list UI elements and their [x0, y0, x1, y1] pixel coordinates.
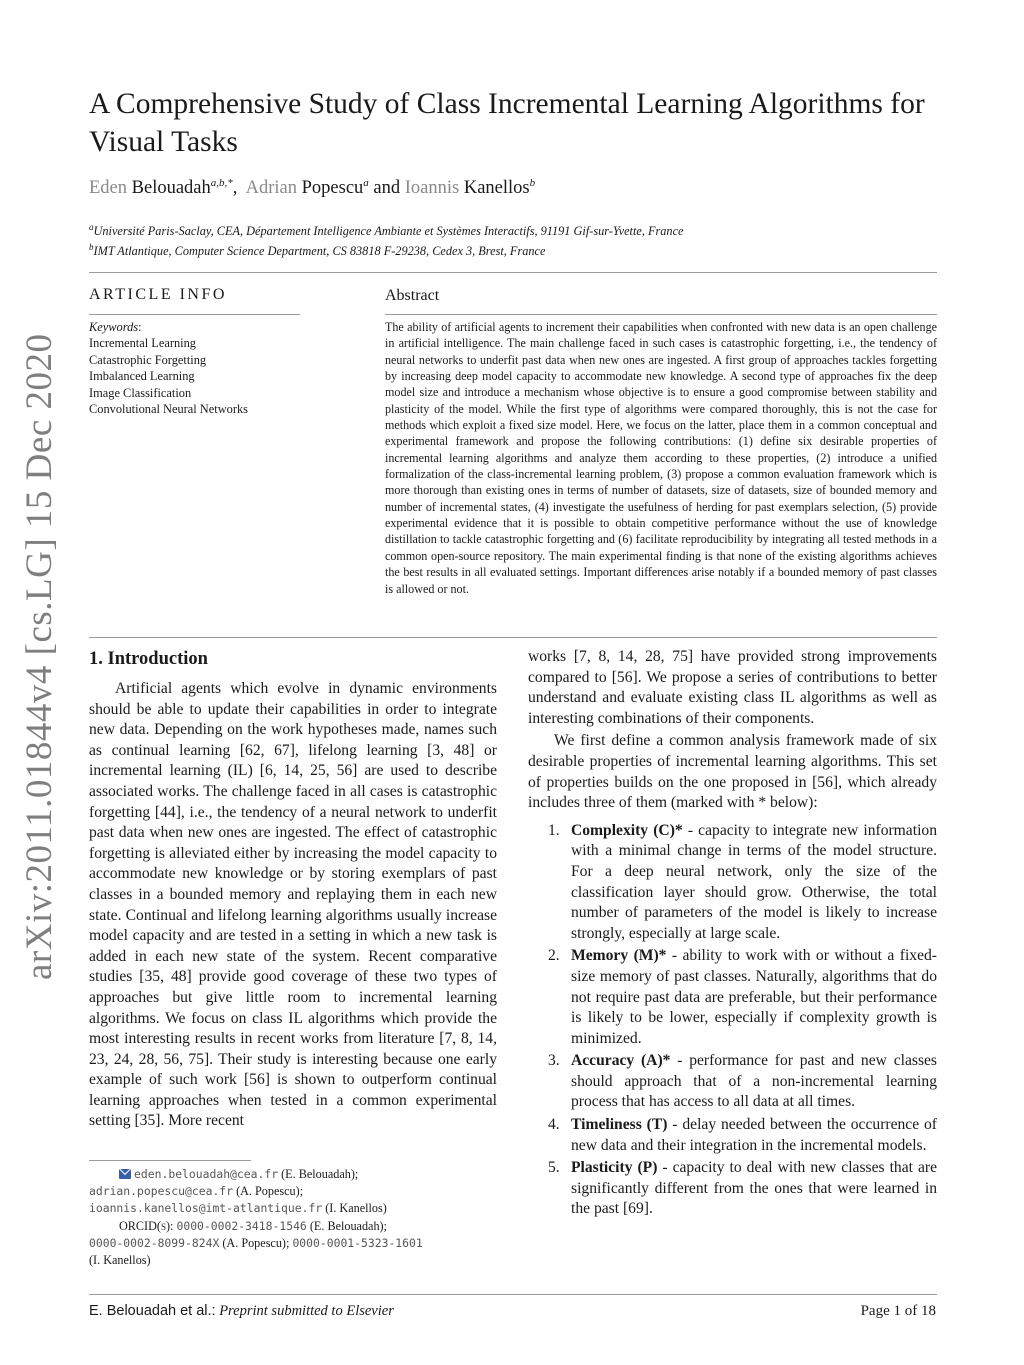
list-item: [528, 1051, 937, 1113]
email-owner: (I. Kanellos): [322, 1201, 387, 1216]
author-first-name: Ioannis: [404, 178, 460, 199]
footer-venue: Preprint submitted to Elsevier: [219, 1303, 394, 1319]
keyword: Imbalanced Learning: [89, 369, 195, 384]
affiliation-text: Université Paris-Saclay, CEA, Département Intelligence Ambiante et Systèmes Interactifs, 91191 Gif-sur-Yvette, France: [93, 224, 684, 239]
list-item: [528, 946, 937, 1049]
list-number: 4.: [548, 1116, 560, 1134]
email-link[interactable]: ioannis.kanellos@imt-atlantique.fr: [89, 1201, 323, 1216]
section-heading-introduction: 1. Introduction: [89, 649, 208, 669]
page-number: Page 1 of 18: [860, 1303, 936, 1319]
intro-paragraph: works [7, 8, 14, 28, 75] have provided strong improvements compared to [56]. We propose a series of contributions to better understand and evaluate existing class IL algorithms as well as interesting combinations of their components.: [528, 648, 937, 727]
list-item: [528, 1115, 937, 1156]
email-link[interactable]: adrian.popescu@cea.fr: [89, 1184, 234, 1199]
affiliation-mark: a: [89, 222, 94, 232]
article-info-heading: ARTICLE INFO: [89, 286, 227, 303]
orcid-link[interactable]: 0000-0002-8099-824X: [89, 1235, 220, 1250]
orcid-owner: (I. Kanellos): [89, 1253, 151, 1268]
author-affil-mark: a,b,*: [210, 177, 233, 189]
intro-paragraph: Artificial agents which evolve in dynamic environments should be able to update their capabilities in order to integrate new data. Depending on the work hypotheses made, names such as continual learning [62, 67], lifelong learning [3, 48] or incremental learning (IL) [6, 14, 25, 56] are used to describe associated works. The challenge faced in all cases is catastrophic forgetting [44], i.e., the tendency of a neural network to underfit past data when new ones are ingested. The effect of catastrophic forgetting is alleviated either by increasing the model capacity to accommodate new knowledge or by storing exemplars of past classes in a bounded memory and replaying them in each new state. Continual and lifelong learning algorithms usually increase model capacity and are tested in a setting in which a new task is added in each new state of the system. Recent comparative studies [35, 48] provide good coverage of these two types of approaches but give little room to incremental learning algorithms. We focus on class IL algorithms which provide the most interesting results in recent works from literature [7, 8, 14, 23, 24, 28, 56, 75]. Their study is interesting because one early example of such work [56] is shown to outperform continual learning approaches when tested in a common experimental setting [35]. More recent: [89, 680, 497, 1130]
orcid-owner: (A. Popescu);: [219, 1235, 293, 1250]
author-last-name: Kanellos: [463, 178, 530, 199]
orcid-link[interactable]: 0000-0002-3418-1546: [176, 1218, 307, 1233]
affiliation-text: IMT Atlantique, Computer Science Department, CS 83818 F-29238, Cedex 3, Brest, France: [93, 244, 546, 259]
property-name: Accuracy (A)*: [571, 1052, 671, 1070]
abstract-rule: [385, 314, 937, 315]
property-desc: - ability to work with or without a fixed-size memory of past classes. Naturally, algorithms that do not require past data are preferable, but their performance is likely to be lower, especially if complexity growth is minimized.: [571, 947, 937, 1047]
affiliation: [89, 242, 545, 259]
arxiv-sidebar-stamp: arXiv:2011.01844v4 [cs.LG] 15 Dec 2020: [19, 333, 60, 980]
author-last-name: Popescu: [301, 178, 364, 199]
author-and: and: [373, 178, 401, 199]
property-name: Timeliness (T): [571, 1116, 668, 1134]
right-column: [528, 647, 937, 1222]
orcid-link[interactable]: 0000-0001-5323-1601: [292, 1235, 423, 1250]
author-list: Eden Belouadah$^{a,b,*}$, Adrian Popescu$^a$ and Ioannis Kanellos$^b$: [89, 177, 536, 199]
list-item: [528, 1158, 937, 1220]
email-link[interactable]: eden.belouadah@cea.fr: [134, 1167, 279, 1181]
author-last-name: Belouadah: [131, 178, 211, 199]
keyword: Convolutional Neural Networks: [89, 402, 248, 417]
header-rule: [89, 272, 937, 273]
properties-list: [528, 821, 937, 1220]
intro-paragraph: We first define a common analysis framework made of six desirable properties of incremental learning algorithms. This set of properties builds on the one proposed in [56], which already includes three of them (marked with * below):: [528, 732, 937, 812]
keywords-block: Keywords: Incremental Learning Catastrophic Forgetting Imbalanced Learning Image Classification Convolutional Neural Networks: [89, 320, 248, 417]
abstract-text: The ability of artificial agents to increment their capabilities when confronted with new data is an open challenge in artificial intelligence. The main challenge faced in such cases is catastrophic forgetting, i.e., the tendency of neural networks to underfit past data when new ones are ingested. A first group of approaches tackles forgetting by increasing deep model capacity to accommodate new knowledge. A second type of approaches fix the deep model size and introduce a mechanism whose objective is to ensure a good compromise between stability and plasticity of the model. While the first type of algorithms were compared thoroughly, this is not the case for methods which exploit a fixed size model. Here, we focus on the latter, place them in a common conceptual and experimental framework and propose the following contributions: (1) define six desirable properties of incremental learning algorithms and analyze them according to these properties, (2) introduce a unified formalization of the class-incremental learning problem, (3) propose a common evaluation framework which is more thorough than existing ones in terms of number of datasets, size of datasets, size of bounded memory and number of incremental states, (4) investigate the usefulness of herding for past exemplars selection, (5) provide experimental evidence that it is possible to obtain competitive performance without the use of knowledge distillation to tackle catastrophic forgetting and (6) facilitate reproducibility by integrating all tested methods in a common open-source repository. The main experimental finding is that none of the existing algorithms achieves the best results in all evaluated settings. Important differences arise notably if a bounded memory of past classes is allowed or not.: [385, 320, 937, 596]
property-name: Complexity (C)*: [571, 821, 683, 839]
keyword: Catastrophic Forgetting: [89, 352, 207, 367]
affiliation: [89, 222, 684, 239]
footer-citation: [89, 1303, 394, 1320]
author-first-name: Eden: [89, 178, 128, 199]
list-number: 3.: [548, 1052, 560, 1070]
property-name: Memory (M)*: [571, 947, 667, 965]
email-owner: (E. Belouadah);: [278, 1167, 359, 1181]
list-item: [528, 821, 937, 945]
list-number: 5.: [548, 1159, 560, 1177]
article-info-rule: [89, 314, 300, 315]
property-name: Plasticity (P): [571, 1159, 658, 1177]
keywords-label: Keywords: [89, 320, 139, 334]
abstract-heading: Abstract: [385, 287, 440, 304]
property-desc: - delay needed between the occurrence of new data and their integration in the incremental models.: [571, 1116, 937, 1154]
author-affil-mark: a: [363, 177, 369, 189]
keyword: Image Classification: [89, 385, 192, 400]
property-desc: - capacity to integrate new information with a minimal change in terms of the model structure. For a deep neural network, only the size of the classification layer should grow. Otherwise, the total number of parameters of the model is likely to increase strongly, especially at large scale.: [571, 821, 937, 942]
property-desc: - performance for past and new classes should approach that of a non-incremental learning process that has access to all data at all times.: [571, 1052, 937, 1111]
paper-title: A Comprehensive Study of Class Incremental Learning Algorithms for Visual Tasks: [89, 88, 925, 158]
footer-authors: E. Belouadah et al.:: [89, 1303, 216, 1319]
orcid-label: ORCID(s):: [119, 1218, 177, 1233]
property-desc: - capacity to deal with new classes that are significantly different from the ones that were learned in the past [69].: [571, 1159, 937, 1218]
email-owner: (A. Popescu);: [233, 1184, 304, 1199]
author-first-name: Adrian: [245, 178, 297, 199]
list-number: 1.: [548, 821, 560, 839]
footnote-rule: [89, 1160, 251, 1161]
list-number: 2.: [548, 947, 560, 965]
author-affil-mark: b: [529, 177, 536, 189]
affiliation-mark: b: [89, 242, 94, 252]
orcid-owner: (E. Belouadah);: [306, 1218, 388, 1233]
body-rule: [89, 637, 937, 638]
footnote: [89, 1166, 509, 1269]
keyword: Incremental Learning: [89, 336, 196, 351]
envelope-icon: [119, 1169, 131, 1179]
footer-rule: [89, 1294, 937, 1295]
left-column: [89, 679, 497, 1132]
